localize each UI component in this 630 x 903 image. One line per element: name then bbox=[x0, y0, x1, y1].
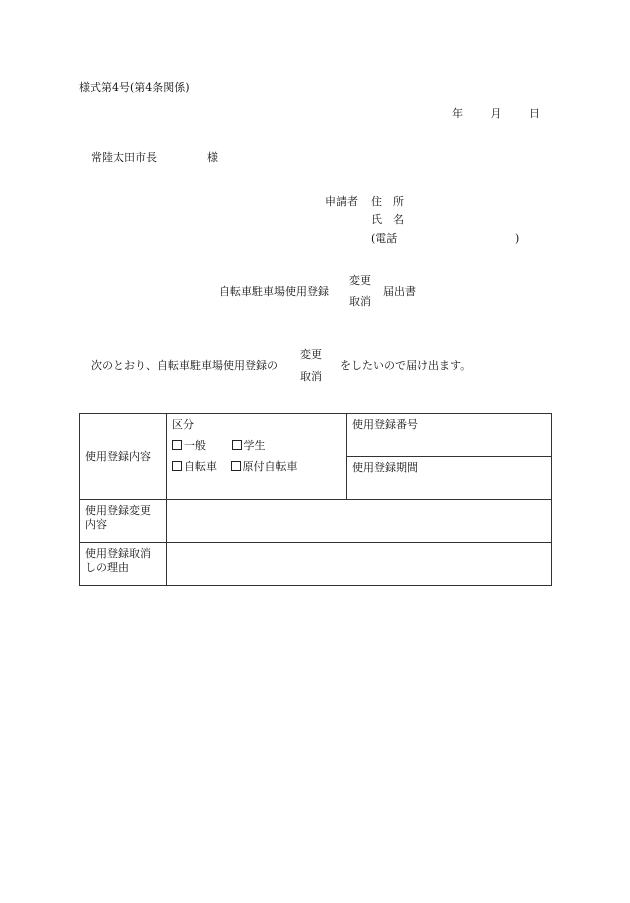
address-label: 住 所 bbox=[371, 195, 404, 208]
checkbox-icon bbox=[232, 440, 242, 450]
checkbox-icon bbox=[172, 461, 182, 471]
year-label: 年 bbox=[452, 107, 463, 120]
reg-period-cell bbox=[347, 457, 552, 500]
honorific: 様 bbox=[207, 151, 218, 164]
cancel-reason-field[interactable] bbox=[167, 543, 552, 586]
reg-content-label: 使用登録内容 bbox=[85, 449, 151, 463]
title-suffix: 届出書 bbox=[383, 285, 416, 298]
cancel-header-line1: 使用登録取消 bbox=[85, 547, 151, 560]
date-line bbox=[452, 108, 540, 119]
checkbox-bicycle-label: 自転車 bbox=[184, 460, 217, 473]
checkbox-row-2 bbox=[172, 460, 341, 474]
name-label: 氏 名 bbox=[371, 213, 404, 226]
form-number: 様式第4号(第4条関係) bbox=[79, 81, 190, 94]
change-header-line2: 内容 bbox=[85, 518, 107, 531]
reg-number-cell bbox=[347, 414, 552, 457]
table-row bbox=[80, 500, 552, 543]
title-prefix: 自転車駐車場使用登録 bbox=[219, 285, 329, 298]
reg-content-header bbox=[80, 414, 167, 500]
day-label: 日 bbox=[529, 107, 540, 120]
reg-period-label: 使用登録期間 bbox=[352, 461, 418, 474]
checkbox-moped[interactable] bbox=[231, 460, 298, 474]
registration-table bbox=[79, 413, 552, 586]
phone-open: (電話 bbox=[371, 232, 398, 245]
statement-option-change: 変更 bbox=[300, 348, 322, 361]
checkbox-student[interactable] bbox=[232, 439, 266, 453]
addressee: 常陸太田市長 bbox=[91, 151, 157, 164]
checkbox-general[interactable] bbox=[172, 439, 206, 452]
statement-option-cancel: 取消 bbox=[300, 370, 322, 383]
checkbox-general-label: 一般 bbox=[184, 439, 206, 452]
statement-suffix: をしたいので届け出ます。 bbox=[340, 359, 472, 372]
category-label: 区分 bbox=[172, 418, 194, 431]
category-cell bbox=[167, 414, 347, 500]
phone-close: ) bbox=[515, 232, 520, 245]
cancel-header bbox=[80, 543, 167, 586]
cancel-header-line2: しの理由 bbox=[85, 561, 129, 574]
change-header-line1: 使用登録変更 bbox=[85, 504, 151, 517]
checkbox-icon bbox=[172, 440, 182, 450]
change-header bbox=[80, 500, 167, 543]
checkbox-student-label: 学生 bbox=[243, 439, 266, 452]
checkbox-row-1 bbox=[172, 439, 341, 453]
table-row bbox=[80, 543, 552, 586]
reg-number-label: 使用登録番号 bbox=[352, 418, 418, 431]
checkbox-icon bbox=[231, 461, 241, 471]
title-option-cancel: 取消 bbox=[349, 295, 371, 308]
applicant-label: 申請者 bbox=[325, 195, 358, 208]
checkbox-moped-label: 原付自転車 bbox=[242, 460, 298, 473]
statement-prefix: 次のとおり、自転車駐車場使用登録の bbox=[91, 359, 278, 372]
month-label: 月 bbox=[490, 107, 502, 120]
title-option-change: 変更 bbox=[349, 274, 371, 287]
table-row bbox=[80, 414, 552, 457]
checkbox-bicycle[interactable] bbox=[172, 460, 217, 473]
change-content-field[interactable] bbox=[167, 500, 552, 543]
